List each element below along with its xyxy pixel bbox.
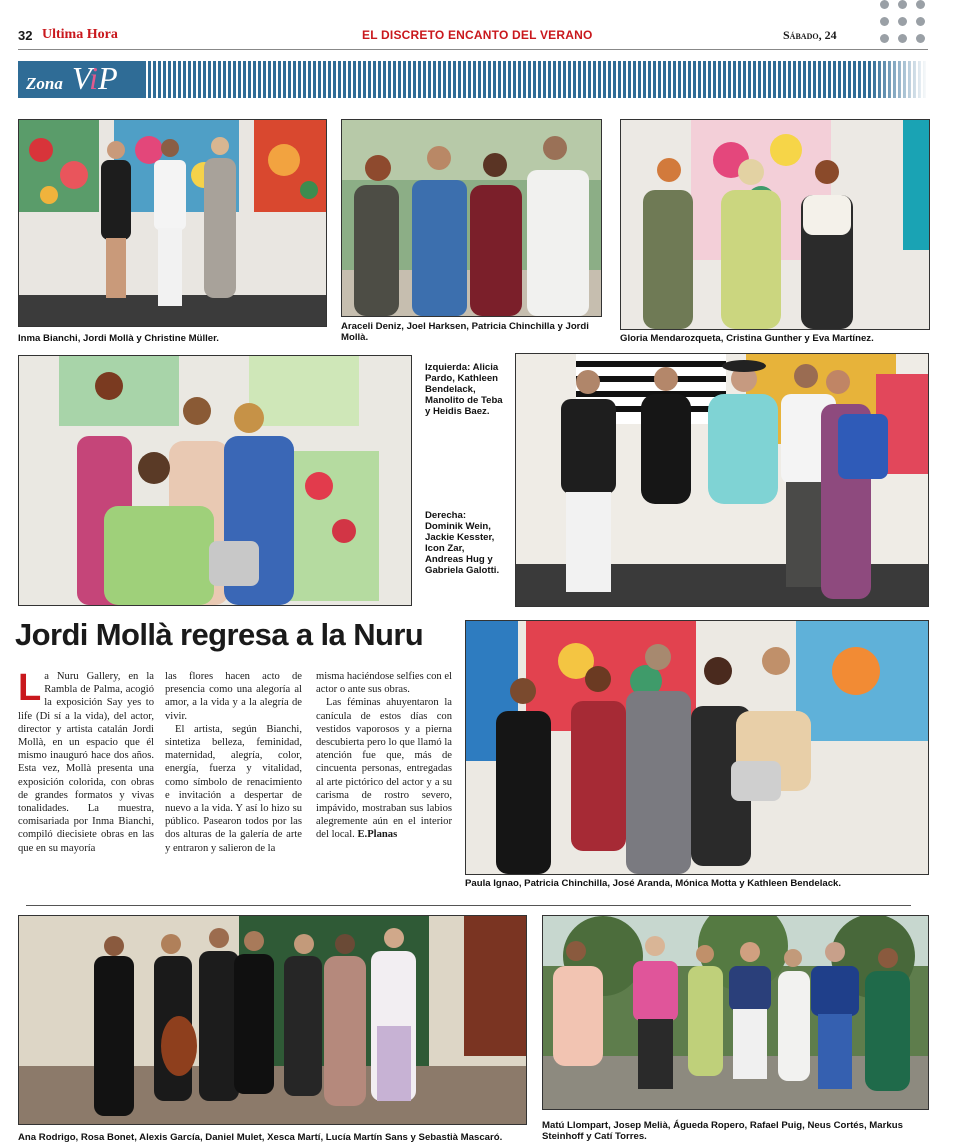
caption-7: Ana Rodrigo, Rosa Bonet, Alexis García, Daniel Mulet, Xesca Martí, Lucía Martín Sans y Sebastià Mascaró.	[18, 1132, 503, 1143]
photo-5[interactable]	[515, 353, 929, 607]
article-col2-paragraph-1: las flores hacen acto de presencia como una alegoría al amor, a la vida y a la alegría de vivir.	[165, 671, 302, 722]
caption-6: Paula Ignao, Patricia Chinchilla, José Aranda, Mónica Motta y Kathleen Bendelack.	[465, 878, 842, 889]
photo-3-image	[621, 120, 929, 329]
vip-letter-i: i	[89, 60, 99, 96]
vip-letter-p: P	[98, 60, 118, 96]
photo-2[interactable]	[341, 119, 602, 317]
photo-6-image	[466, 621, 928, 874]
photo-7[interactable]	[18, 915, 527, 1125]
photo-7-image	[19, 916, 526, 1124]
article-column-2	[165, 670, 302, 855]
photo-3[interactable]	[620, 119, 930, 330]
caption-1: Inma Bianchi, Jordi Mollà y Christine Müller.	[18, 333, 219, 344]
section-band	[18, 61, 928, 98]
vip-logo	[72, 60, 118, 97]
article-column-3	[316, 670, 452, 842]
newspaper-brand: Ultima Hora	[42, 27, 118, 42]
photo-2-image	[342, 120, 601, 316]
vip-letter-v: V	[72, 60, 90, 96]
caption-4: Izquierda: Alicia Pardo, Kathleen Bendelack, Manolito de Teba y Heidis Baez.	[425, 362, 503, 417]
issue-date: Sábado, 24	[783, 28, 837, 42]
caption-8: Matú Llompart, Josep Melià, Águeda Ropero, Rafael Puig, Neus Cortés, Markus Steinhoff y Catí Torres.	[542, 1120, 903, 1142]
photo-4[interactable]	[18, 355, 412, 606]
photo-1[interactable]	[18, 119, 327, 327]
article-byline: E.Planas	[357, 829, 398, 841]
photo-1-image	[19, 120, 326, 326]
article-col1-text: a Nuru Gallery, en la Rambla de Palma, acogió la exposición Say yes to life (Di sí a la vida), del actor, director y artista catalán Jordi Mollà, en un espacio que él mismo inauguró hace dos años. Esta vez, Mollà presenta una exposición colorida, con obras de grandes formatos y vivas tonalidades. La muestra, comisariada por Inma Bianchi, compiló diecisiete obras en las que en su mayoría	[18, 671, 154, 854]
zona-label: Zona	[26, 74, 63, 93]
header-rule	[18, 49, 928, 50]
page-number: 32	[18, 28, 33, 43]
photo-4-image	[19, 356, 411, 605]
article-column-1	[18, 667, 154, 855]
section-title: EL DISCRETO ENCANTO DEL VERANO	[362, 28, 593, 42]
article-headline: Jordi Mollà regresa a la Nuru	[15, 617, 424, 652]
photo-8[interactable]	[542, 915, 929, 1110]
article-dropcap: L	[18, 667, 42, 709]
section-divider	[26, 905, 911, 906]
photo-8-image	[543, 916, 928, 1109]
section-band-fade	[870, 61, 928, 98]
caption-5: Derecha: Dominik Wein, Jackie Kesster, Icon Zar, Andreas Hug y Gabriela Galotti.	[425, 510, 500, 576]
article-col3-paragraph-2: Las féminas ahuyentaron la canícula de estos días con vestidos vaporosos y a pierna descubierta pero lo que llamó la atención fue que, más de cincuenta personas, entregadas al arte pictórico del actor y a su carisma de rostro severo, impávido, mostraban sus labios alegremente aún en el interior del local.	[316, 697, 452, 841]
caption-3: Gloria Mendarozqueta, Cristina Gunther y Eva Martínez.	[620, 333, 874, 344]
photo-5-image	[516, 354, 928, 606]
photo-6[interactable]	[465, 620, 929, 875]
article-col3-paragraph-1: misma haciéndose selfies con el actor o ante sus obras.	[316, 671, 452, 696]
article-col2-paragraph-2: El artista, según Bianchi, sintetiza belleza, feminidad, maternidad, alegría, color, energía, fuerza y vitalidad, como símbolo de renacimiento e invitación a despertar de nuevo a la vida. Y así lo hizo su público. Pasearon todos por las dos alturas de la galería de arte y entraron y salieron de la	[165, 723, 302, 854]
more-options-icon[interactable]	[878, 0, 938, 52]
caption-2: Araceli Deniz, Joel Harksen, Patricia Chinchilla y Jordi Mollà.	[341, 321, 589, 343]
